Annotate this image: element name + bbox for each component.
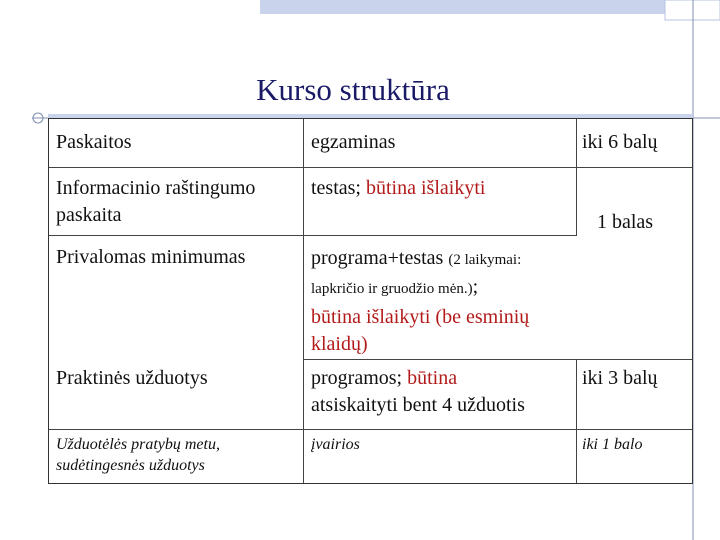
row3-item: Praktinės užduotys bbox=[56, 367, 208, 389]
row-divider-3 bbox=[303, 359, 692, 360]
row2-requirement-red: būtina išlaikyti (be esminių klaidų) bbox=[311, 306, 530, 355]
row1-item: Informacinio raštingumo paskaita bbox=[56, 177, 256, 226]
row2-item: Privalomas minimumas bbox=[56, 246, 246, 268]
row4-requirement: įvairios bbox=[311, 436, 360, 453]
row1-requirement bbox=[311, 175, 573, 202]
row3-requirement-plain: programos; bbox=[311, 367, 408, 389]
slide-title: Kurso struktūra bbox=[256, 72, 450, 107]
row3-points: iki 3 balų bbox=[582, 367, 658, 389]
row1-requirement-plain: testas; bbox=[311, 177, 366, 199]
row2-semicolon: ; bbox=[472, 276, 479, 298]
row-divider-2 bbox=[303, 235, 577, 236]
column-divider-2-header bbox=[576, 119, 577, 235]
row1-points: 1 balas bbox=[597, 211, 654, 233]
header-exam: egzaminas bbox=[311, 131, 396, 153]
row3-requirement-red: būtina bbox=[407, 367, 458, 389]
row1-requirement-red: būtina išlaikyti bbox=[366, 177, 486, 199]
row-divider-4 bbox=[49, 429, 692, 430]
row3-requirement bbox=[311, 365, 577, 419]
row2-requirement bbox=[311, 244, 573, 358]
course-structure-table bbox=[48, 118, 693, 484]
row-divider-header bbox=[49, 167, 692, 168]
row4-points: iki 1 balo bbox=[582, 436, 643, 453]
header-points: iki 6 balų bbox=[582, 131, 658, 153]
header-lectures: Paskaitos bbox=[56, 131, 132, 153]
decor-top-band bbox=[260, 0, 720, 14]
row4-item: Užduotėlės pratybų metu, sudėtingesnės užduotys bbox=[56, 436, 220, 474]
row3-requirement-rest: atsiskaityti bent 4 užduotis bbox=[311, 394, 525, 416]
row2-requirement-main: programa+testas bbox=[311, 247, 449, 269]
row2-requirement-small: (2 laikymai: lapkričio ir gruodžio mėn.) bbox=[311, 252, 522, 297]
row-divider-1 bbox=[49, 235, 303, 236]
